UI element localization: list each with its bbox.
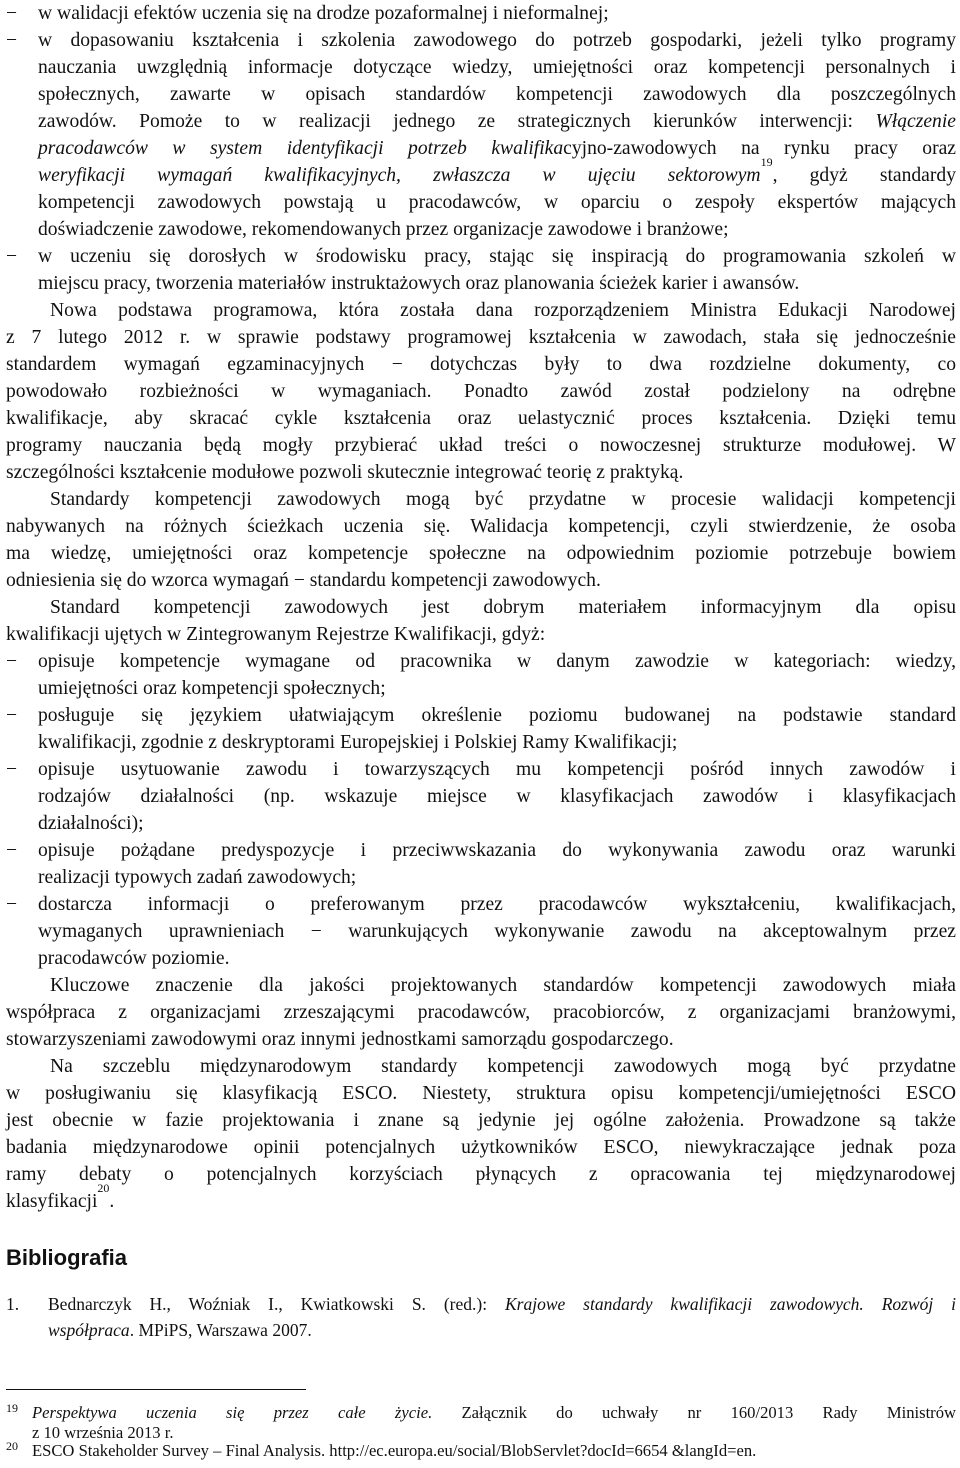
bullet-dash: −: [6, 651, 18, 672]
paragraph-line: standardem wymagań egzaminacyjnych − dotychczas były to dwa rozdzielne dokumenty, co: [6, 354, 956, 375]
bullet-text: społecznych, zawarte w opisach standardów kompetencji zawodowych dla poszczególnych: [38, 84, 956, 105]
bullet-text: zawodów. Pomoże to w realizacji jednego ze strategicznych kierunków interwencji: Włączenie: [38, 111, 956, 132]
bullet-dash: −: [6, 30, 18, 51]
footnote-19-text: Perspektywa uczenia się przez całe życie. Załącznik do uchwały nr 160/2013 Rady Ministrów: [32, 1403, 956, 1422]
paragraph-line: Standardy kompetencji zawodowych mogą być przydatne w procesie walidacji kompetencji: [50, 489, 956, 510]
bullet-text: miejscu pracy, tworzenia materiałów instruktażowych oraz planowania ścieżek karier i awansów.: [38, 273, 800, 294]
paragraph-line: badania międzynarodowe opinii potencjalnych użytkowników ESCO, niewykraczające jednak poza: [6, 1137, 956, 1158]
footnote-separator: [6, 1389, 306, 1390]
bullet-dash: −: [6, 246, 18, 267]
footnote-20-text[interactable]: ESCO Stakeholder Survey – Final Analysis. http://ec.europa.eu/social/BlobServlet?docId=6654 &langId=en.: [32, 1441, 757, 1460]
bullet-text: umiejętności oraz kompetencji społecznych;: [38, 678, 386, 699]
paragraph-line: programy nauczania będą mogły przybierać układ treści o nowoczesnej strukturze modułowej. W: [6, 435, 956, 456]
paragraph-line: szczególności kształcenie modułowe pozwoli skutecznie integrować teorię z praktyką.: [6, 462, 684, 483]
bullet-text: nauczania uwzględnią informacje dotyczące wiedzy, umiejętności oraz kompetencji personalnych i: [38, 57, 956, 78]
bibliography-number: 1.: [6, 1294, 20, 1314]
paragraph-line: kwalifikacji ujętych w Zintegrowanym Rejestrze Kwalifikacji, gdyż:: [6, 624, 546, 645]
bullet-text: pracodawców poziomie.: [38, 948, 230, 969]
bullet-text: kwalifikacji, zgodnie z deskryptorami Europejskiej i Polskiej Ramy Kwalifikacji;: [38, 732, 678, 753]
bullet-text: pracodawców w system identyfikacji potrzeb kwalifikacyjno-zawodowych na rynku pracy oraz: [38, 138, 956, 159]
bullet-text: posługuje się językiem ułatwiającym określenie poziomu budowanej na podstawie standard: [38, 705, 956, 726]
bullet-text: opisuje usytuowanie zawodu i towarzyszących mu kompetencji pośród innych zawodów i: [38, 759, 956, 780]
bullet-text: opisuje kompetencje wymagane od pracownika w danym zawodzie w kategoriach: wiedzy,: [38, 651, 956, 672]
paragraph-line: w posługiwaniu się klasyfikacją ESCO. Niestety, struktura opisu kompetencji/umiejętności ESCO: [6, 1083, 956, 1104]
bullet-text: wymaganych uprawnieniach − warunkujących wykonywanie zawodu na akceptowalnym przez: [38, 921, 956, 942]
paragraph-line: odniesienia się do wzorca wymagań − standardu kompetencji zawodowych.: [6, 570, 601, 591]
bullet-dash: −: [6, 894, 18, 915]
bullet-text: doświadczenie zawodowe, rekomendowanych przez organizacje zawodowe i branżowe;: [38, 219, 729, 240]
paragraph-line: z 7 lutego 2012 r. w sprawie podstawy programowej kształcenia w zawodach, stała się jednocześnie: [6, 327, 956, 348]
paragraph-line: Standard kompetencji zawodowych jest dobrym materiałem informacyjnym dla opisu: [50, 597, 956, 618]
bullet-text: opisuje pożądane predyspozycje i przeciwwskazania do wykonywania zawodu oraz warunki: [38, 840, 956, 861]
bullet-text: weryfikacji wymagań kwalifikacyjnych, zwłaszcza w ujęciu sektorowym$^{19}$, gdyż standardy: [38, 155, 956, 186]
bullet-text: rodzajów działalności (np. wskazuje miejsce w klasyfikacjach zawodów i klasyfikacjach: [38, 786, 956, 807]
bullet-text: działalności);: [38, 813, 144, 834]
paragraph-line: jest obecnie w fazie projektowania i znane są jedynie jej ogólne założenia. Prowadzone są także: [6, 1110, 956, 1131]
bullet-text: realizacji typowych zadań zawodowych;: [38, 867, 357, 888]
bullet-dash: −: [6, 3, 18, 24]
paragraph-line: stowarzyszeniami zawodowymi oraz innymi jednostkami samorządu gospodarczego.: [6, 1029, 674, 1050]
bullet-text: w dopasowaniu kształcenia i szkolenia zawodowego do potrzeb gospodarki, jeżeli tylko programy: [38, 30, 956, 51]
paragraph-line: ramy debaty o potencjalnych korzyściach płynących z opracowania tej międzynarodowej: [6, 1164, 956, 1185]
paragraph-line: kwalifikacje, aby skracać cykle kształcenia oraz uelastycznić proces kształcenia. Dzięki temu: [6, 408, 956, 429]
paragraph-line: współpraca z organizacjami zrzeszającymi pracodawców, pracobiorców, z organizacjami branżowymi,: [6, 1002, 956, 1023]
bullet-dash: −: [6, 759, 18, 780]
bullet-text: w walidacji efektów uczenia się na drodze pozaformalnej i nieformalnej;: [38, 3, 609, 24]
paragraph-line: nabywanych na różnych ścieżkach uczenia się. Walidacja kompetencji, czyli stwierdzenie, że osoba: [6, 516, 956, 537]
paragraph-line: ma wiedzę, umiejętności oraz kompetencje społeczne na odpowiednim poziomie potrzebuje bowiem: [6, 543, 956, 564]
footnote-ref: 20: [97, 1181, 110, 1195]
paragraph-line: klasyfikacji$^{20}$.: [6, 1181, 115, 1212]
paragraph-line: Na szczeblu międzynarodowym standardy kompetencji zawodowych mogą być przydatne: [50, 1056, 956, 1077]
paragraph-line: Kluczowe znaczenie dla jakości projektowanych standardów kompetencji zawodowych miała: [50, 975, 956, 996]
bibliography-entry: Bednarczyk H., Woźniak I., Kwiatkowski S. (red.): Krajowe standardy kwalifikacji zawodowych. Rozwój i: [48, 1294, 956, 1314]
bullet-dash: −: [6, 705, 18, 726]
bullet-text: dostarcza informacji o preferowanym przez pracodawców wykształceniu, kwalifikacjach,: [38, 894, 956, 915]
bullet-text: w uczeniu się dorosłych w środowisku pracy, stając się inspiracją do programowania szkoleń w: [38, 246, 956, 267]
footnote-ref: 19: [760, 155, 773, 169]
bullet-dash: −: [6, 840, 18, 861]
paragraph-line: powodowało rozbieżności w wymaganiach. Ponadto zawód został podzielony na odrębne: [6, 381, 956, 402]
paragraph-line: Nowa podstawa programowa, która została dana rozporządzeniem Ministra Edukacji Narodowej: [50, 300, 956, 321]
bibliography-heading: Bibliografia: [6, 1245, 128, 1270]
bullet-text: kompetencji zawodowych powstają u pracodawców, w oparciu o zespoły ekspertów mających: [38, 192, 956, 213]
footnote-19-cont: z 10 września 2013 r.: [32, 1423, 174, 1442]
bibliography-entry-cont: współpraca. MPiPS, Warszawa 2007.: [48, 1320, 312, 1340]
